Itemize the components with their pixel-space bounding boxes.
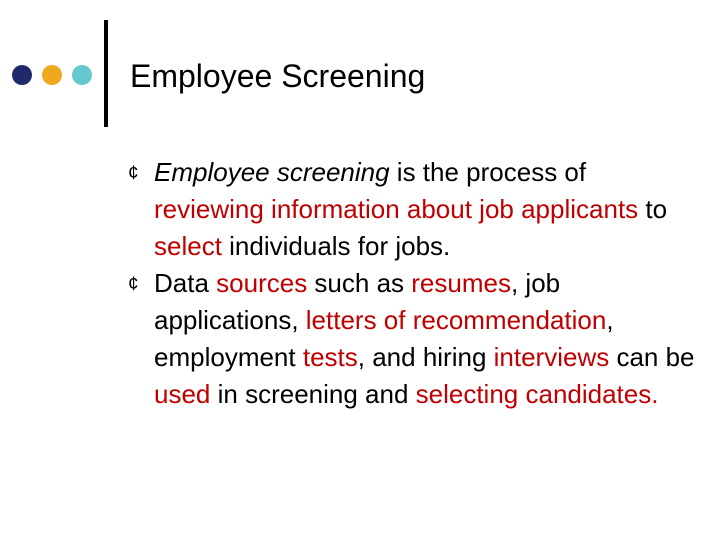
text-segment: is the process of	[389, 157, 587, 187]
bullet-icon: ¢	[128, 163, 139, 184]
text-segment: such as	[307, 268, 412, 298]
text-segment: to	[638, 194, 668, 224]
highlight-selecting-candidates: selecting candidates.	[415, 379, 659, 409]
decorative-dot-navy	[12, 65, 32, 85]
highlight-letters-of-recommendation: letters of recommendation	[305, 305, 607, 335]
term-employee-screening: Employee screening	[154, 157, 390, 187]
bullet-list	[128, 154, 698, 413]
highlight-used: used	[154, 379, 211, 409]
decorative-dot-teal	[72, 65, 92, 85]
slide-title: Employee Screening	[130, 58, 426, 94]
text-segment: in screening and	[210, 379, 416, 409]
text-segment: , and hiring	[357, 342, 494, 372]
highlight-resumes: resumes	[411, 268, 511, 298]
text-segment: , employment	[154, 305, 614, 372]
highlight-reviewing-information: reviewing information about job applicants	[154, 194, 639, 224]
text-segment: individuals for jobs.	[221, 231, 451, 261]
title-divider	[104, 20, 108, 127]
bullet-item-definition	[128, 154, 698, 265]
text-segment: Data	[154, 268, 217, 298]
text-segment: can be	[609, 342, 695, 372]
decorative-dot-orange	[42, 65, 62, 85]
bullet-item-data-sources	[128, 265, 698, 413]
highlight-interviews: interviews	[493, 342, 610, 372]
highlight-select: select	[154, 231, 222, 261]
bullet-icon: ¢	[128, 274, 139, 295]
highlight-tests: tests	[302, 342, 358, 372]
highlight-sources: sources	[216, 268, 308, 298]
text-segment: , job applications,	[154, 268, 561, 335]
